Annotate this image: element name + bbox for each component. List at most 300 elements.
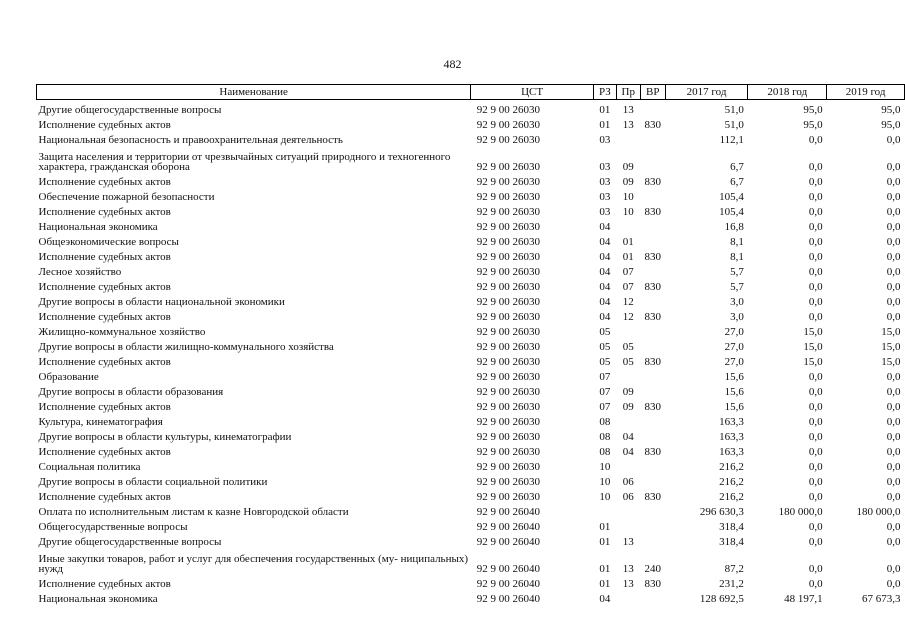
cell-rz: 03 [599, 191, 611, 203]
cell-y2019: 0,0 [886, 281, 901, 293]
cell-pr: 12 [622, 296, 634, 308]
cell-y2018: 0,0 [808, 476, 823, 488]
cell-vr [640, 130, 665, 145]
cell-rz: 04 [599, 593, 611, 605]
cell-name: Исполнение судебных актов [38, 251, 171, 263]
cell-y2019: 0,0 [886, 461, 901, 473]
table-row [37, 397, 905, 412]
cell-rz: 05 [599, 326, 611, 338]
cell-rz [593, 502, 616, 517]
cell-y2019: 0,0 [886, 296, 901, 308]
cell-y2019: 0,0 [886, 476, 901, 488]
cell-rz: 08 [599, 446, 611, 458]
cell-cst: 92 9 00 26030 [476, 119, 541, 131]
cell-vr: 830 [644, 251, 661, 263]
cell-name: Национальная экономика [38, 593, 158, 605]
table-row [37, 202, 905, 217]
cell-vr [640, 100, 665, 116]
cell-vr: 830 [644, 401, 661, 413]
cell-y2017: 112,1 [719, 134, 744, 146]
cell-pr: 10 [622, 206, 634, 218]
cell-cst: 92 9 00 26030 [476, 431, 541, 443]
cell-pr: 05 [622, 356, 634, 368]
cell-rz: 04 [599, 251, 611, 263]
table-row [37, 322, 905, 337]
cell-rz: 01 [599, 521, 611, 533]
cell-pr: 13 [622, 119, 634, 131]
cell-y2019: 0,0 [886, 311, 901, 323]
cell-name: Другие вопросы в области жилищно-коммунального хозяйства [38, 341, 334, 353]
cell-y2019: 0,0 [886, 386, 901, 398]
cell-y2017: 15,6 [724, 401, 744, 413]
cell-rz: 07 [599, 371, 611, 383]
cell-y2019: 0,0 [886, 416, 901, 428]
table-row [37, 145, 905, 172]
cell-cst: 92 9 00 26040 [476, 536, 541, 548]
cell-rz: 01 [599, 119, 611, 131]
cell-y2018: 0,0 [808, 296, 823, 308]
cell-vr: 830 [644, 176, 661, 188]
cell-y2019: 67 673,3 [862, 593, 901, 605]
cell-pr: 13 [622, 563, 634, 575]
cell-vr [640, 382, 665, 397]
cell-name: Исполнение судебных актов [38, 491, 171, 503]
cell-rz: 10 [599, 476, 611, 488]
cell-pr: 13 [622, 578, 634, 590]
table-row [37, 547, 905, 574]
cell-y2018: 0,0 [808, 281, 823, 293]
cell-y2019: 0,0 [886, 161, 901, 173]
cell-name: Другие вопросы в области культуры, кинематографии [38, 431, 292, 443]
table-row [37, 115, 905, 130]
cell-pr [616, 322, 640, 337]
cell-cst: 92 9 00 26030 [476, 416, 541, 428]
cell-y2018: 48 197,1 [784, 593, 823, 605]
cell-pr [616, 502, 640, 517]
cell-y2018: 0,0 [808, 266, 823, 278]
cell-cst: 92 9 00 26030 [476, 251, 541, 263]
cell-rz: 04 [599, 236, 611, 248]
table-row [37, 337, 905, 352]
cell-y2018: 15,0 [803, 356, 823, 368]
table-row [37, 517, 905, 532]
cell-name: Другие общегосударственные вопросы [38, 536, 222, 548]
cell-y2017: 231,2 [719, 578, 744, 590]
cell-y2018: 15,0 [803, 326, 823, 338]
cell-rz: 03 [599, 161, 611, 173]
table-row [37, 277, 905, 292]
cell-y2017: 163,3 [719, 446, 744, 458]
cell-y2019: 95,0 [881, 119, 901, 131]
cell-vr: 830 [644, 311, 661, 323]
cell-name: Оплата по исполнительным листам к казне Новгородской области [38, 506, 349, 518]
table-row [37, 412, 905, 427]
table-row [37, 427, 905, 442]
cell-y2019: 0,0 [886, 266, 901, 278]
cell-y2019: 0,0 [886, 176, 901, 188]
cell-rz: 07 [599, 401, 611, 413]
cell-vr: 240 [644, 563, 661, 575]
cell-y2019: 0,0 [886, 401, 901, 413]
cell-vr: 830 [644, 356, 661, 368]
cell-y2017: 51,0 [724, 104, 744, 116]
cell-y2018: 0,0 [808, 563, 823, 575]
table-row [37, 217, 905, 232]
cell-y2017: 216,2 [719, 491, 744, 503]
cell-y2019: 0,0 [886, 536, 901, 548]
table-row [37, 262, 905, 277]
cell-cst: 92 9 00 26030 [476, 491, 541, 503]
table-row [37, 247, 905, 262]
header-rz: РЗ [593, 85, 616, 100]
cell-name: Другие вопросы в области образования [38, 386, 224, 398]
budget-table [36, 84, 905, 604]
cell-pr [616, 217, 640, 232]
cell-name: Исполнение судебных актов [38, 578, 171, 590]
cell-rz: 07 [599, 386, 611, 398]
cell-name: Обеспечение пожарной безопасности [38, 191, 215, 203]
cell-name: Другие общегосударственные вопросы [38, 104, 222, 116]
cell-y2019: 0,0 [886, 236, 901, 248]
cell-vr [640, 427, 665, 442]
cell-name: Социальная политика [38, 461, 141, 473]
cell-name: Лесное хозяйство [38, 266, 122, 278]
cell-y2019: 0,0 [886, 521, 901, 533]
cell-vr [640, 322, 665, 337]
table-row [37, 100, 905, 116]
cell-cst: 92 9 00 26030 [476, 104, 541, 116]
cell-vr [640, 292, 665, 307]
cell-name: Исполнение судебных актов [38, 206, 171, 218]
cell-name: Исполнение судебных актов [38, 311, 171, 323]
cell-y2018: 180 000,0 [778, 506, 823, 518]
cell-pr: 13 [622, 104, 634, 116]
header-cst: ЦСТ [471, 85, 594, 100]
cell-cst: 92 9 00 26040 [476, 578, 541, 590]
cell-name: Культура, кинематография [38, 416, 163, 428]
cell-y2018: 0,0 [808, 401, 823, 413]
cell-pr [616, 367, 640, 382]
cell-pr: 04 [622, 446, 634, 458]
cell-cst: 92 9 00 26030 [476, 134, 541, 146]
table-row [37, 292, 905, 307]
cell-pr: 09 [622, 161, 634, 173]
cell-y2018: 0,0 [808, 416, 823, 428]
cell-y2018: 15,0 [803, 341, 823, 353]
cell-y2017: 5,7 [730, 281, 744, 293]
cell-pr [616, 412, 640, 427]
cell-vr [640, 517, 665, 532]
cell-vr: 830 [644, 281, 661, 293]
cell-pr: 01 [622, 251, 634, 263]
cell-rz: 04 [599, 221, 611, 233]
cell-pr: 13 [622, 536, 634, 548]
cell-y2017: 105,4 [719, 191, 744, 203]
table-row [37, 232, 905, 247]
table-row [37, 442, 905, 457]
cell-y2017: 15,6 [724, 371, 744, 383]
cell-y2017: 216,2 [719, 461, 744, 473]
cell-pr: 09 [622, 401, 634, 413]
cell-cst: 92 9 00 26030 [476, 296, 541, 308]
cell-vr [640, 532, 665, 547]
cell-y2019: 15,0 [881, 326, 901, 338]
table-row [37, 352, 905, 367]
cell-y2018: 0,0 [808, 461, 823, 473]
cell-pr [616, 130, 640, 145]
cell-name: Исполнение судебных актов [38, 119, 171, 131]
cell-rz: 05 [599, 341, 611, 353]
cell-name: Исполнение судебных актов [38, 401, 171, 413]
cell-vr [640, 217, 665, 232]
cell-pr [616, 589, 640, 604]
cell-vr [640, 412, 665, 427]
cell-y2019: 15,0 [881, 356, 901, 368]
cell-name: Общегосударственные вопросы [38, 521, 188, 533]
cell-pr: 09 [622, 176, 634, 188]
table-row [37, 172, 905, 187]
cell-y2017: 6,7 [730, 161, 744, 173]
cell-rz: 08 [599, 416, 611, 428]
cell-y2018: 0,0 [808, 446, 823, 458]
cell-y2019: 0,0 [886, 371, 901, 383]
cell-vr: 830 [644, 206, 661, 218]
cell-y2019: 0,0 [886, 206, 901, 218]
cell-name: Жилищно-коммунальное хозяйство [38, 326, 206, 338]
cell-cst: 92 9 00 26030 [476, 341, 541, 353]
cell-vr [640, 502, 665, 517]
table-row [37, 307, 905, 322]
cell-vr [640, 457, 665, 472]
table-row [37, 382, 905, 397]
cell-y2017: 3,0 [730, 296, 744, 308]
cell-y2018: 0,0 [808, 134, 823, 146]
cell-vr [640, 145, 665, 172]
cell-y2017: 16,8 [724, 221, 744, 233]
cell-y2018: 0,0 [808, 161, 823, 173]
cell-rz: 03 [599, 206, 611, 218]
cell-y2017: 216,2 [719, 476, 744, 488]
cell-pr: 01 [622, 236, 634, 248]
cell-rz: 01 [599, 536, 611, 548]
table-row [37, 502, 905, 517]
cell-cst: 92 9 00 26030 [476, 191, 541, 203]
cell-y2017: 163,3 [719, 416, 744, 428]
table-row [37, 532, 905, 547]
cell-y2019: 180 000,0 [856, 506, 901, 518]
cell-name: Национальная экономика [38, 221, 158, 233]
cell-name: Общеэкономические вопросы [38, 236, 179, 248]
table-row [37, 487, 905, 502]
cell-rz: 01 [599, 563, 611, 575]
cell-y2018: 95,0 [803, 104, 823, 116]
cell-y2018: 0,0 [808, 536, 823, 548]
cell-y2019: 0,0 [886, 563, 901, 575]
cell-vr [640, 337, 665, 352]
cell-rz: 04 [599, 311, 611, 323]
cell-y2018: 0,0 [808, 176, 823, 188]
cell-name: Исполнение судебных актов [38, 446, 171, 458]
cell-cst: 92 9 00 26040 [476, 521, 541, 533]
cell-vr [640, 589, 665, 604]
cell-name: Национальная безопасность и правоохранительная деятельность [38, 134, 343, 146]
cell-rz: 05 [599, 356, 611, 368]
cell-y2017: 5,7 [730, 266, 744, 278]
cell-y2018: 0,0 [808, 191, 823, 203]
cell-y2017: 27,0 [724, 356, 744, 368]
cell-y2018: 0,0 [808, 236, 823, 248]
cell-y2018: 0,0 [808, 251, 823, 263]
cell-y2017: 27,0 [724, 341, 744, 353]
cell-y2017: 296 630,3 [699, 506, 744, 518]
cell-pr: 04 [622, 431, 634, 443]
cell-y2017: 8,1 [730, 236, 744, 248]
table-row [37, 457, 905, 472]
cell-y2018: 0,0 [808, 491, 823, 503]
cell-pr: 06 [622, 476, 634, 488]
cell-rz: 04 [599, 281, 611, 293]
cell-cst: 92 9 00 26030 [476, 221, 541, 233]
cell-vr: 830 [644, 578, 661, 590]
cell-y2017: 27,0 [724, 326, 744, 338]
cell-cst: 92 9 00 26030 [476, 206, 541, 218]
cell-vr: 830 [644, 119, 661, 131]
cell-name: Другие вопросы в области социальной политики [38, 476, 268, 488]
cell-cst: 92 9 00 26030 [476, 266, 541, 278]
table-header-row [37, 85, 905, 100]
table-row [37, 472, 905, 487]
cell-y2017: 6,7 [730, 176, 744, 188]
cell-vr [640, 472, 665, 487]
cell-y2018: 0,0 [808, 578, 823, 590]
cell-pr [616, 457, 640, 472]
cell-cst: 92 9 00 26030 [476, 401, 541, 413]
cell-cst: 92 9 00 26030 [476, 386, 541, 398]
cell-cst: 92 9 00 26030 [476, 176, 541, 188]
cell-cst: 92 9 00 26030 [476, 356, 541, 368]
cell-pr: 12 [622, 311, 634, 323]
cell-pr: 07 [622, 281, 634, 293]
cell-rz: 10 [599, 491, 611, 503]
table-row [37, 574, 905, 589]
cell-name: Иные закупки товаров, работ и услуг для обеспечения государственных (му- ниципальных) нужд [38, 553, 469, 575]
header-2019: 2019 год [827, 85, 905, 100]
cell-pr: 09 [622, 386, 634, 398]
cell-y2019: 95,0 [881, 104, 901, 116]
header-2018: 2018 год [748, 85, 827, 100]
cell-y2017: 318,4 [719, 536, 744, 548]
cell-cst: 92 9 00 26030 [476, 161, 541, 173]
cell-y2019: 0,0 [886, 491, 901, 503]
cell-cst: 92 9 00 26030 [476, 461, 541, 473]
cell-vr: 830 [644, 446, 661, 458]
cell-y2017: 3,0 [730, 311, 744, 323]
cell-y2017: 163,3 [719, 431, 744, 443]
cell-cst: 92 9 00 26030 [476, 371, 541, 383]
cell-vr [640, 232, 665, 247]
cell-cst: 92 9 00 26040 [476, 593, 541, 605]
header-name: Наименование [37, 85, 471, 100]
cell-pr: 06 [622, 491, 634, 503]
header-2017: 2017 год [665, 85, 748, 100]
cell-cst: 92 9 00 26030 [476, 311, 541, 323]
cell-pr [616, 517, 640, 532]
cell-y2018: 0,0 [808, 521, 823, 533]
cell-y2017: 8,1 [730, 251, 744, 263]
cell-y2019: 15,0 [881, 341, 901, 353]
table-body [37, 100, 905, 605]
cell-rz: 04 [599, 266, 611, 278]
cell-pr: 05 [622, 341, 634, 353]
cell-y2019: 0,0 [886, 251, 901, 263]
cell-rz: 10 [599, 461, 611, 473]
cell-y2019: 0,0 [886, 431, 901, 443]
cell-y2017: 105,4 [719, 206, 744, 218]
cell-y2017: 87,2 [724, 563, 744, 575]
cell-pr: 10 [622, 191, 634, 203]
cell-y2018: 0,0 [808, 311, 823, 323]
table-row [37, 367, 905, 382]
cell-name: Образование [38, 371, 99, 383]
cell-vr: 830 [644, 491, 661, 503]
cell-y2019: 0,0 [886, 221, 901, 233]
cell-y2018: 0,0 [808, 221, 823, 233]
cell-vr [640, 262, 665, 277]
cell-y2019: 0,0 [886, 578, 901, 590]
cell-cst: 92 9 00 26030 [476, 281, 541, 293]
cell-y2019: 0,0 [886, 191, 901, 203]
cell-rz: 03 [599, 176, 611, 188]
page-number: 482 [443, 57, 462, 71]
cell-cst: 92 9 00 26030 [476, 476, 541, 488]
cell-name: Исполнение судебных актов [38, 176, 171, 188]
table-row [37, 130, 905, 145]
cell-y2018: 0,0 [808, 206, 823, 218]
cell-pr: 07 [622, 266, 634, 278]
cell-y2019: 0,0 [886, 446, 901, 458]
cell-name: Другие вопросы в области национальной экономики [38, 296, 285, 308]
cell-cst: 92 9 00 26030 [476, 446, 541, 458]
cell-y2017: 318,4 [719, 521, 744, 533]
cell-y2018: 0,0 [808, 386, 823, 398]
cell-cst: 92 9 00 26030 [476, 236, 541, 248]
cell-rz: 03 [599, 134, 611, 146]
cell-vr [640, 367, 665, 382]
cell-cst: 92 9 00 26040 [476, 506, 541, 518]
header-vr: ВР [640, 85, 665, 100]
table-row [37, 187, 905, 202]
cell-y2018: 95,0 [803, 119, 823, 131]
cell-rz: 04 [599, 296, 611, 308]
cell-rz: 01 [599, 578, 611, 590]
cell-rz: 08 [599, 431, 611, 443]
cell-y2017: 15,6 [724, 386, 744, 398]
cell-y2018: 0,0 [808, 431, 823, 443]
table-row [37, 589, 905, 604]
cell-y2017: 51,0 [724, 119, 744, 131]
cell-name: Защита населения и территории от чрезвычайных ситуаций природного и техногенного характера, гражданская оборона [38, 151, 451, 173]
cell-y2018: 0,0 [808, 371, 823, 383]
cell-cst: 92 9 00 26030 [476, 326, 541, 338]
cell-rz: 01 [599, 104, 611, 116]
cell-vr [640, 187, 665, 202]
header-pr: Пр [616, 85, 640, 100]
cell-cst: 92 9 00 26040 [476, 563, 541, 575]
cell-name: Исполнение судебных актов [38, 356, 171, 368]
cell-name: Исполнение судебных актов [38, 281, 171, 293]
cell-y2019: 0,0 [886, 134, 901, 146]
cell-y2017: 128 692,5 [699, 593, 744, 605]
